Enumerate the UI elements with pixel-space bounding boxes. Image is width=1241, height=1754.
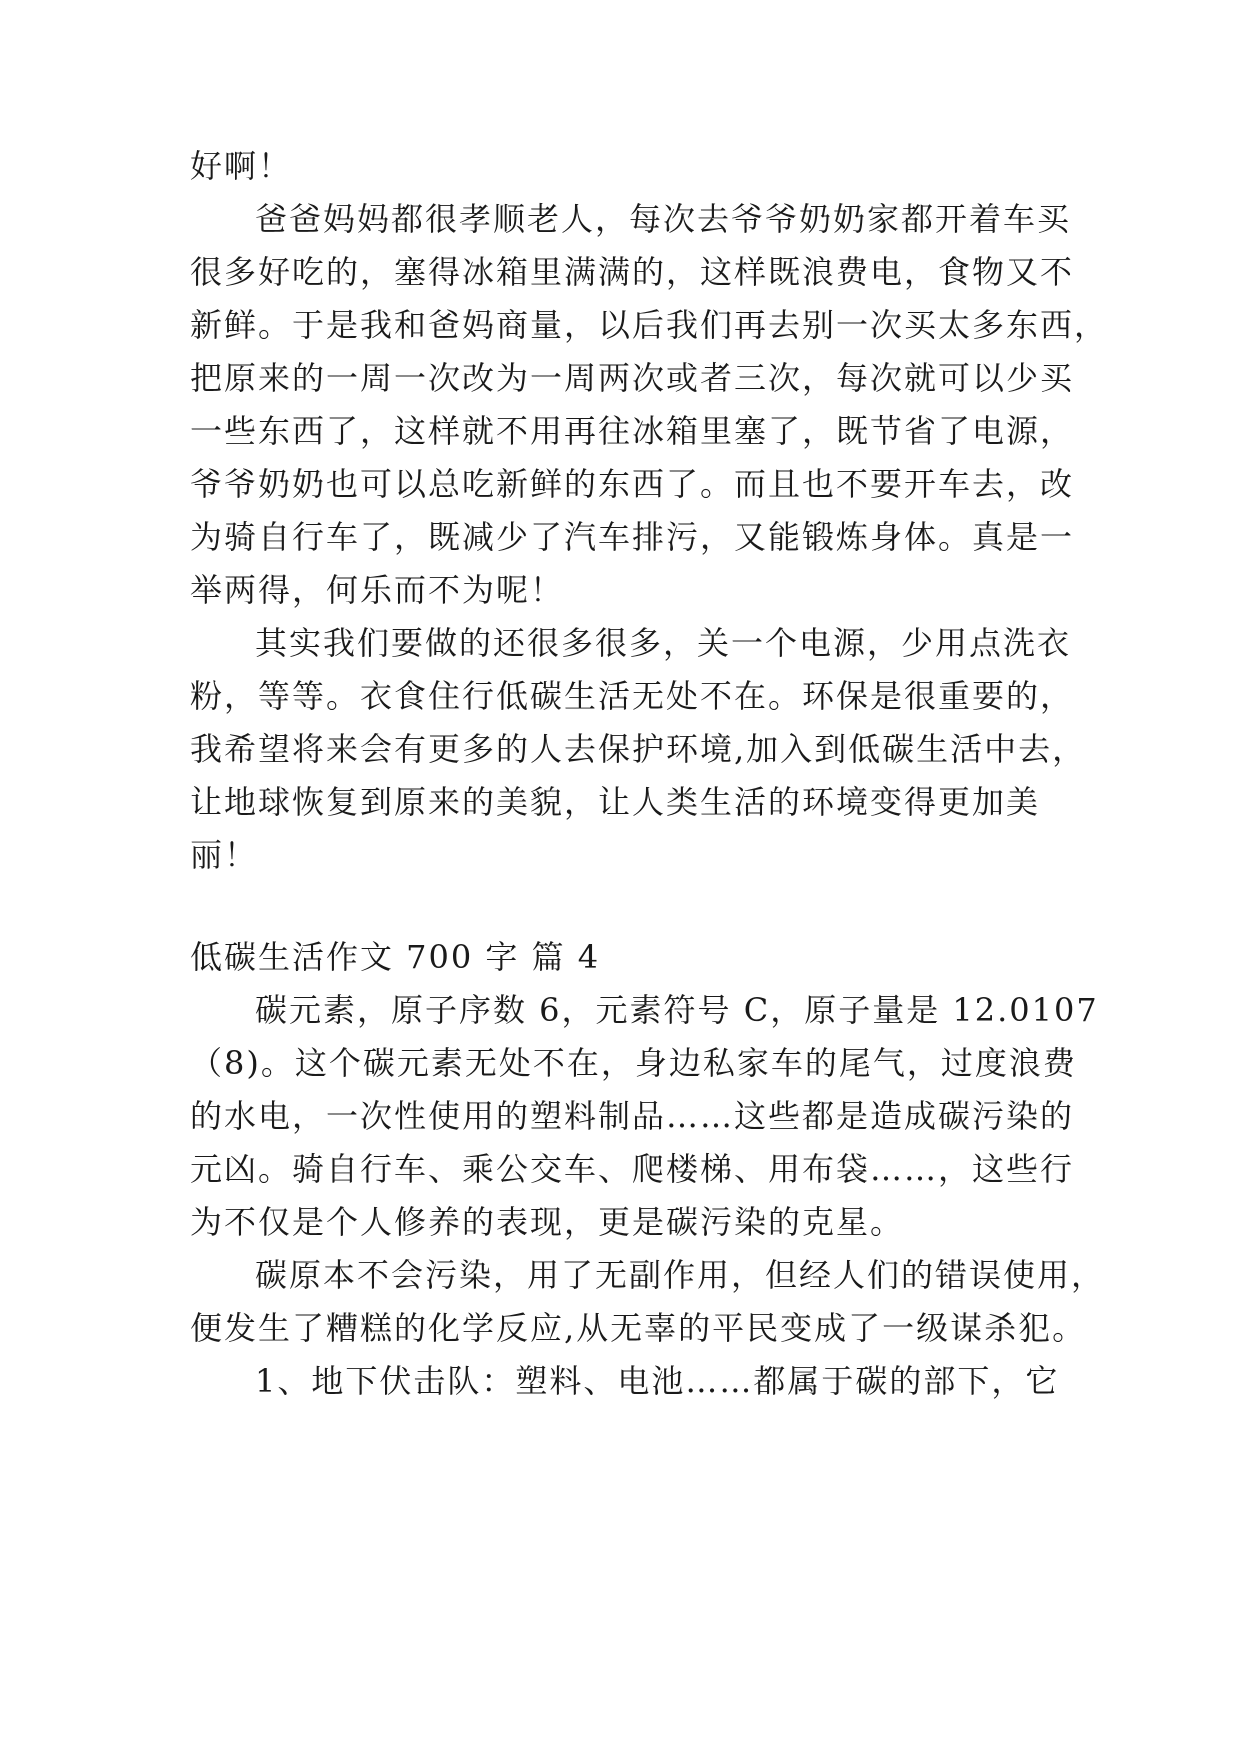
text-line: 让地球恢复到原来的美貌，让人类生活的环境变得更加美: [190, 783, 1041, 821]
text-line: （8)。这个碳元素无处不在，身边私家车的尾气，过度浪费: [190, 1044, 1077, 1082]
paragraph-first-line: 碳原本不会污染，用了无副作用，但经人们的错误使用，: [255, 1256, 1106, 1294]
text-line: 把原来的一周一次改为一周两次或者三次，每次就可以少买: [190, 359, 1075, 397]
text-line: 的水电，一次性使用的塑料制品……这些都是造成碳污染的: [190, 1097, 1075, 1135]
text-line: 新鲜。于是我和爸妈商量，以后我们再去别一次买太多东西，: [190, 306, 1109, 344]
text-line: 为不仅是个人修养的表现，更是碳污染的克星。: [190, 1203, 905, 1241]
text-line: 一些东西了，这样就不用再往冰箱里塞了，既节省了电源，: [190, 412, 1075, 450]
text-line: 丽！: [190, 836, 259, 874]
text-line: 好啊！: [190, 147, 293, 185]
text-line: 元凶。骑自行车、乘公交车、爬楼梯、用布袋……，这些行: [190, 1150, 1075, 1188]
text-line: 便发生了糟糕的化学反应,从无辜的平民变成了一级谋杀犯。: [190, 1309, 1087, 1347]
paragraph-first-line: 其实我们要做的还很多很多，关一个电源，少用点洗衣: [255, 624, 1072, 662]
paragraph-first-line: 碳元素，原子序数 6，元素符号 C，原子量是 12.0107: [255, 991, 1099, 1029]
text-line: 举两得，何乐而不为呢！: [190, 571, 565, 609]
text-line: 为骑自行车了，既减少了汽车排污，又能锻炼身体。真是一: [190, 518, 1075, 556]
text-line: 爷爷奶奶也可以总吃新鲜的东西了。而且也不要开车去，改: [190, 465, 1075, 503]
list-item-line: 1、地下伏击队：塑料、电池……都属于碳的部下，它: [255, 1362, 1060, 1400]
section-heading: 低碳生活作文 700 字 篇 4: [190, 938, 601, 976]
text-line: 我希望将来会有更多的人去保护环境,加入到低碳生活中去，: [190, 730, 1087, 768]
text-line: 很多好吃的，塞得冰箱里满满的，这样既浪费电，食物又不: [190, 253, 1075, 291]
text-line: 粉，等等。衣食住行低碳生活无处不在。环保是很重要的，: [190, 677, 1075, 715]
paragraph-first-line: 爸爸妈妈都很孝顺老人，每次去爷爷奶奶家都开着车买: [255, 200, 1072, 238]
